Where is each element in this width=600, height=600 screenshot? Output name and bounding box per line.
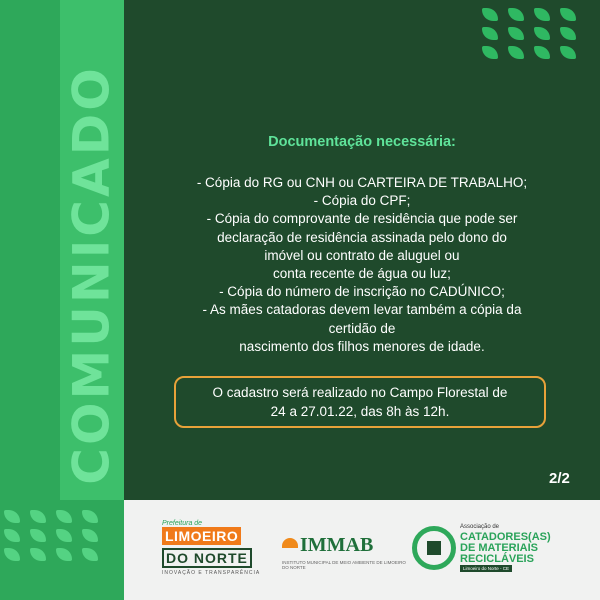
logo-tagline: INOVAÇÃO E TRANSPARÊNCIA [162, 570, 261, 576]
leaf-icon [508, 8, 524, 21]
leaf-pattern-bottom [4, 510, 100, 561]
immab-subtitle: INSTITUTO MUNICIPAL DE MEIO AMBIENTE DE LIMOEIRO DO NORTE [282, 560, 406, 570]
list-item: nascimento dos filhos menores de idade. [239, 338, 485, 354]
leaf-pattern-top [482, 8, 578, 59]
leaf-icon [560, 46, 576, 59]
list-item: - As mães catadoras devem levar também a cópia da [202, 302, 522, 318]
immab-logo [282, 534, 406, 574]
leaf-icon [30, 510, 46, 523]
leaf-icon [482, 27, 498, 40]
leaf-icon [508, 46, 524, 59]
schedule-notice-box [174, 376, 546, 428]
list-item: declaração de residência assinada pelo dono do [217, 229, 507, 245]
logo-name-1: LIMOEIRO [162, 527, 241, 545]
requirements-list [124, 174, 600, 356]
leaf-icon [4, 510, 20, 523]
assoc-line2: CATADORES(AS) [460, 531, 551, 543]
associacao-logo [412, 520, 592, 580]
comunicado-text: COMUNICADO [63, 65, 121, 485]
leaf-icon [482, 46, 498, 59]
leaf-icon [560, 27, 576, 40]
leaf-icon [482, 8, 498, 21]
leaf-icon [4, 529, 20, 542]
notice-line: 24 a 27.01.22, das 8h às 12h. [270, 404, 450, 419]
list-item: - Cópia do número de inscrição no CADÚNICO; [219, 284, 505, 300]
sun-icon [282, 538, 298, 548]
leaf-icon [560, 8, 576, 21]
leaf-icon [56, 529, 72, 542]
prefeitura-logo [162, 520, 268, 576]
leaf-icon [82, 529, 98, 542]
recycle-icon [412, 526, 456, 570]
leaf-icon [30, 529, 46, 542]
leaf-icon [4, 548, 20, 561]
assoc-line4: RECICLÁVEIS [460, 553, 534, 565]
list-item: certidão de [328, 320, 396, 336]
sponsor-footer [124, 500, 600, 600]
notice-line: O cadastro será realizado no Campo Florestal de [212, 385, 508, 400]
leaf-icon [534, 46, 550, 59]
logo-prefix: Prefeitura de [162, 520, 203, 527]
assoc-tag: Limoeiro do Norte - CE [460, 565, 512, 572]
logo-name-2: DO NORTE [162, 548, 252, 568]
comunicado-vertical-title [62, 40, 122, 510]
leaf-icon [82, 510, 98, 523]
leaf-icon [534, 8, 550, 21]
list-item: - Cópia do RG ou CNH ou CARTEIRA DE TRABALHO; [196, 175, 528, 190]
list-item: imóvel ou contrato de aluguel ou [264, 247, 460, 263]
leaf-icon [30, 548, 46, 561]
assoc-line1: Associação de [460, 524, 500, 530]
leaf-icon [56, 548, 72, 561]
documentation-heading: Documentação necessária: [268, 134, 456, 150]
list-item: - Cópia do CPF; [313, 193, 411, 209]
list-item: conta recente de água ou luz; [273, 266, 451, 282]
list-item: - Cópia do comprovante de residência que pode ser [206, 211, 518, 227]
assoc-line3: DE MATERIAIS [460, 542, 539, 554]
leaf-icon [82, 548, 98, 561]
leaf-icon [56, 510, 72, 523]
immab-name: IMMAB [300, 534, 374, 556]
assoc-title [460, 532, 551, 565]
leaf-icon [508, 27, 524, 40]
leaf-icon [534, 27, 550, 40]
page-indicator: 2/2 [549, 470, 570, 487]
